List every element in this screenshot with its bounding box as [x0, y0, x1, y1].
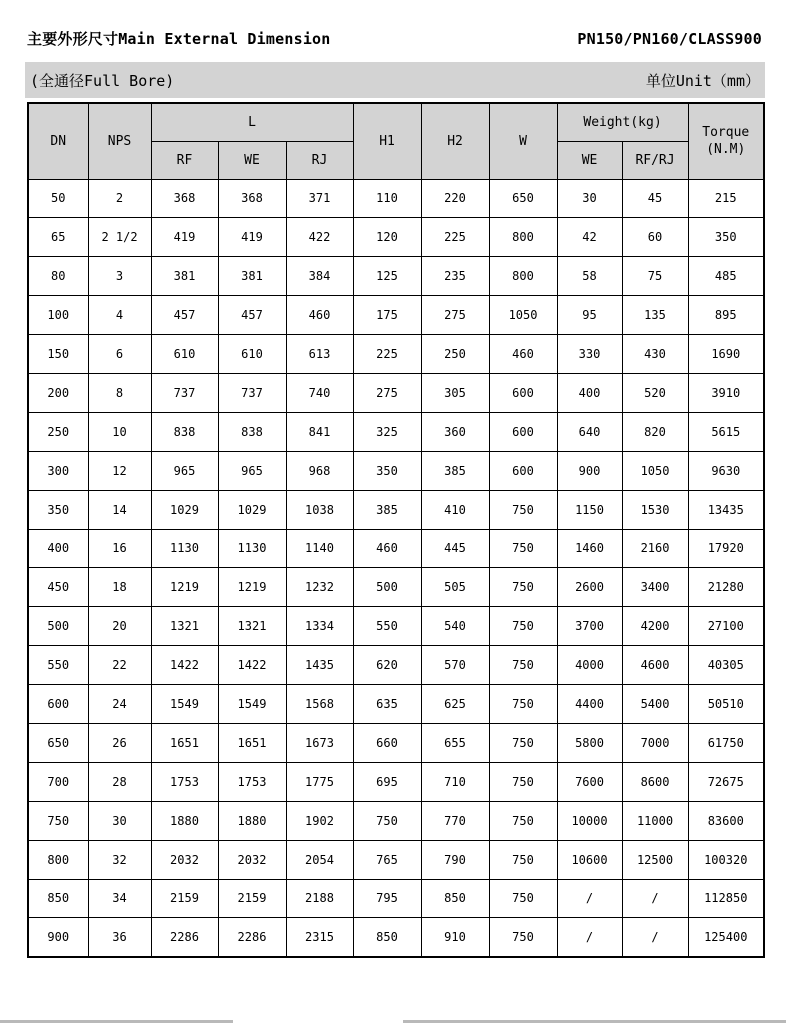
table-row [28, 179, 764, 218]
cell: 30 [557, 179, 622, 218]
cell: 1321 [151, 607, 218, 646]
cell: 350 [688, 218, 764, 257]
table-row [28, 529, 764, 568]
cell: 2160 [622, 529, 688, 568]
cell: 60 [622, 218, 688, 257]
cell: 2159 [151, 879, 218, 918]
cell: 800 [28, 840, 88, 879]
cell: 790 [421, 840, 489, 879]
cell: 750 [489, 762, 557, 801]
cell: 32 [88, 840, 151, 879]
col-header-weight-rfrj: RF/RJ [622, 141, 688, 179]
cell: 7000 [622, 723, 688, 762]
cell: 20 [88, 607, 151, 646]
cell: 613 [286, 335, 353, 374]
cell: 80 [28, 257, 88, 296]
cell: 100 [28, 296, 88, 335]
cell: 5400 [622, 685, 688, 724]
cell: 325 [353, 412, 421, 451]
cell: 600 [489, 412, 557, 451]
table-row [28, 646, 764, 685]
cell: / [557, 879, 622, 918]
cell: 635 [353, 685, 421, 724]
cell: 2286 [218, 918, 286, 957]
cell: 10600 [557, 840, 622, 879]
cell: 1140 [286, 529, 353, 568]
table-row [28, 918, 764, 957]
cell: 895 [688, 296, 764, 335]
cell: 34 [88, 879, 151, 918]
cell: 800 [489, 218, 557, 257]
cell: 1568 [286, 685, 353, 724]
cell: / [622, 918, 688, 957]
cell: 750 [489, 568, 557, 607]
cell: 381 [151, 257, 218, 296]
cell: 385 [421, 451, 489, 490]
dimension-table [27, 102, 765, 958]
col-header-weight-we: WE [557, 141, 622, 179]
cell: 384 [286, 257, 353, 296]
cell: 1753 [151, 762, 218, 801]
cell: 40305 [688, 646, 764, 685]
cell: 3910 [688, 373, 764, 412]
cell: 1029 [151, 490, 218, 529]
cell: 500 [28, 607, 88, 646]
cell: 1334 [286, 607, 353, 646]
cell: / [557, 918, 622, 957]
cell: 27100 [688, 607, 764, 646]
cell: 1219 [151, 568, 218, 607]
cell: 737 [218, 373, 286, 412]
col-header-weight-group: Weight(kg) [557, 103, 688, 141]
cell: 21280 [688, 568, 764, 607]
cell: 24 [88, 685, 151, 724]
cell: 460 [353, 529, 421, 568]
cell: 200 [28, 373, 88, 412]
cell: 2159 [218, 879, 286, 918]
cell: 910 [421, 918, 489, 957]
cell: 800 [489, 257, 557, 296]
unit-note: 单位Unit（mm） [645, 71, 760, 90]
col-header-l-rj: RJ [286, 141, 353, 179]
cell: 1050 [622, 451, 688, 490]
cell: 50 [28, 179, 88, 218]
cell: 750 [28, 801, 88, 840]
cell: 2286 [151, 918, 218, 957]
table-row [28, 490, 764, 529]
cell: 26 [88, 723, 151, 762]
cell: 6 [88, 335, 151, 374]
table-row [28, 685, 764, 724]
cell: 275 [353, 373, 421, 412]
cell: 5615 [688, 412, 764, 451]
cell: 225 [353, 335, 421, 374]
cell: 1232 [286, 568, 353, 607]
cell: 610 [151, 335, 218, 374]
cell: 330 [557, 335, 622, 374]
cell: 1038 [286, 490, 353, 529]
cell: 660 [353, 723, 421, 762]
cell: 28 [88, 762, 151, 801]
cell: 10000 [557, 801, 622, 840]
table-row [28, 412, 764, 451]
cell: 30 [88, 801, 151, 840]
cell: 740 [286, 373, 353, 412]
cell: 3400 [622, 568, 688, 607]
cell: 305 [421, 373, 489, 412]
table-row [28, 218, 764, 257]
cell: 610 [218, 335, 286, 374]
cell: 17920 [688, 529, 764, 568]
cell: 1651 [151, 723, 218, 762]
cell: 430 [622, 335, 688, 374]
cell: 550 [353, 607, 421, 646]
cell: 737 [151, 373, 218, 412]
cell: 83600 [688, 801, 764, 840]
cell: 36 [88, 918, 151, 957]
cutoff-element-top-right [403, 1020, 786, 1023]
cell: 968 [286, 451, 353, 490]
cell: 3700 [557, 607, 622, 646]
cell: 1219 [218, 568, 286, 607]
col-header-torque-line1: Torque [702, 124, 750, 140]
cell: 410 [421, 490, 489, 529]
cell: 550 [28, 646, 88, 685]
cell: 1880 [218, 801, 286, 840]
cell: 368 [218, 179, 286, 218]
cell: 1651 [218, 723, 286, 762]
cell: 2315 [286, 918, 353, 957]
col-header-nps: NPS [88, 103, 151, 179]
cell: 65 [28, 218, 88, 257]
cell: 275 [421, 296, 489, 335]
cell: 965 [218, 451, 286, 490]
cell: 4200 [622, 607, 688, 646]
cell: 1775 [286, 762, 353, 801]
cell: 4000 [557, 646, 622, 685]
page-header [27, 28, 762, 49]
cell: 371 [286, 179, 353, 218]
cell: 2054 [286, 840, 353, 879]
cell: 61750 [688, 723, 764, 762]
cell: 110 [353, 179, 421, 218]
cell: 540 [421, 607, 489, 646]
cell: 625 [421, 685, 489, 724]
cell: 850 [421, 879, 489, 918]
col-header-h2: H2 [421, 103, 489, 179]
cell: 750 [489, 685, 557, 724]
cell: 58 [557, 257, 622, 296]
cell: 841 [286, 412, 353, 451]
cell: 1902 [286, 801, 353, 840]
cell: 820 [622, 412, 688, 451]
cell: 7600 [557, 762, 622, 801]
cell: 457 [151, 296, 218, 335]
cell: 750 [489, 607, 557, 646]
cell: 1130 [218, 529, 286, 568]
cell: 8600 [622, 762, 688, 801]
cell: 235 [421, 257, 489, 296]
cell: 1422 [218, 646, 286, 685]
cell: 655 [421, 723, 489, 762]
cell: 640 [557, 412, 622, 451]
cell: 9630 [688, 451, 764, 490]
cell: 250 [421, 335, 489, 374]
table-row [28, 373, 764, 412]
cell: 2032 [151, 840, 218, 879]
cell: 485 [688, 257, 764, 296]
cell: 45 [622, 179, 688, 218]
col-header-l-rf: RF [151, 141, 218, 179]
cell: 900 [28, 918, 88, 957]
table-row [28, 723, 764, 762]
table-row [28, 335, 764, 374]
cell: 500 [353, 568, 421, 607]
cell: 750 [489, 879, 557, 918]
cell: 3 [88, 257, 151, 296]
cell: 215 [688, 179, 764, 218]
cutoff-element-top-left [0, 1020, 233, 1023]
cell: 2 [88, 179, 151, 218]
col-header-l-we: WE [218, 141, 286, 179]
cell: / [622, 879, 688, 918]
cell: 250 [28, 412, 88, 451]
cell: 1673 [286, 723, 353, 762]
cell: 1029 [218, 490, 286, 529]
page-title: 主要外形尺寸Main External Dimension [27, 30, 331, 48]
cell: 1690 [688, 335, 764, 374]
cell: 2188 [286, 879, 353, 918]
cell: 100320 [688, 840, 764, 879]
cell: 1321 [218, 607, 286, 646]
cell: 770 [421, 801, 489, 840]
cell: 112850 [688, 879, 764, 918]
cell: 385 [353, 490, 421, 529]
cell: 2600 [557, 568, 622, 607]
cell: 1549 [151, 685, 218, 724]
cell: 650 [28, 723, 88, 762]
cell: 12500 [622, 840, 688, 879]
bore-note: (全通径Full Bore) [30, 71, 175, 90]
cell: 750 [489, 918, 557, 957]
table-row [28, 879, 764, 918]
cell: 5800 [557, 723, 622, 762]
cell: 750 [489, 529, 557, 568]
col-header-torque-line2: (N.M) [706, 142, 746, 158]
cell: 1150 [557, 490, 622, 529]
table-row [28, 568, 764, 607]
table-body [28, 179, 764, 957]
table-row [28, 607, 764, 646]
cell: 400 [28, 529, 88, 568]
subtitle-bar [25, 62, 765, 98]
cell: 10 [88, 412, 151, 451]
cell: 710 [421, 762, 489, 801]
table-header [28, 103, 764, 179]
cell: 457 [218, 296, 286, 335]
cell: 419 [218, 218, 286, 257]
cell: 838 [151, 412, 218, 451]
cell: 12 [88, 451, 151, 490]
cell: 2 1/2 [88, 218, 151, 257]
cell: 14 [88, 490, 151, 529]
table-row [28, 801, 764, 840]
cell: 422 [286, 218, 353, 257]
cell: 838 [218, 412, 286, 451]
cell: 175 [353, 296, 421, 335]
table-row [28, 296, 764, 335]
cell: 125 [353, 257, 421, 296]
cell: 1530 [622, 490, 688, 529]
cell: 750 [489, 840, 557, 879]
cell: 505 [421, 568, 489, 607]
cell: 300 [28, 451, 88, 490]
cell: 520 [622, 373, 688, 412]
cell: 419 [151, 218, 218, 257]
cell: 350 [353, 451, 421, 490]
table-row [28, 257, 764, 296]
cell: 460 [489, 335, 557, 374]
col-header-w: W [489, 103, 557, 179]
cell: 72675 [688, 762, 764, 801]
cell: 445 [421, 529, 489, 568]
cell: 620 [353, 646, 421, 685]
cell: 75 [622, 257, 688, 296]
col-header-l-group: L [151, 103, 353, 141]
cell: 125400 [688, 918, 764, 957]
cell: 13435 [688, 490, 764, 529]
cell: 600 [489, 451, 557, 490]
cell: 700 [28, 762, 88, 801]
cell: 795 [353, 879, 421, 918]
table-row [28, 840, 764, 879]
table-row [28, 762, 764, 801]
cell: 650 [489, 179, 557, 218]
cell: 4600 [622, 646, 688, 685]
cell: 750 [489, 646, 557, 685]
table-row [28, 451, 764, 490]
cell: 4400 [557, 685, 622, 724]
cell: 95 [557, 296, 622, 335]
cell: 22 [88, 646, 151, 685]
cell: 750 [353, 801, 421, 840]
cell: 1130 [151, 529, 218, 568]
cell: 11000 [622, 801, 688, 840]
cell: 900 [557, 451, 622, 490]
col-header-dn: DN [28, 103, 88, 179]
cell: 8 [88, 373, 151, 412]
cell: 1422 [151, 646, 218, 685]
col-header-torque [688, 103, 764, 179]
pressure-class-label: PN150/PN160/CLASS900 [577, 30, 762, 48]
cell: 750 [489, 490, 557, 529]
cell: 400 [557, 373, 622, 412]
cell: 18 [88, 568, 151, 607]
cell: 1460 [557, 529, 622, 568]
cell: 965 [151, 451, 218, 490]
cell: 120 [353, 218, 421, 257]
cell: 350 [28, 490, 88, 529]
cell: 381 [218, 257, 286, 296]
cell: 1435 [286, 646, 353, 685]
cell: 600 [489, 373, 557, 412]
cell: 50510 [688, 685, 764, 724]
cell: 750 [489, 723, 557, 762]
cell: 1753 [218, 762, 286, 801]
cell: 450 [28, 568, 88, 607]
cell: 1549 [218, 685, 286, 724]
cell: 220 [421, 179, 489, 218]
cell: 368 [151, 179, 218, 218]
cell: 570 [421, 646, 489, 685]
cell: 765 [353, 840, 421, 879]
cell: 360 [421, 412, 489, 451]
cell: 1050 [489, 296, 557, 335]
cell: 600 [28, 685, 88, 724]
cell: 2032 [218, 840, 286, 879]
cell: 460 [286, 296, 353, 335]
cell: 1880 [151, 801, 218, 840]
cell: 16 [88, 529, 151, 568]
cell: 750 [489, 801, 557, 840]
cell: 225 [421, 218, 489, 257]
cell: 695 [353, 762, 421, 801]
cell: 42 [557, 218, 622, 257]
col-header-h1: H1 [353, 103, 421, 179]
cell: 850 [28, 879, 88, 918]
cell: 4 [88, 296, 151, 335]
cell: 850 [353, 918, 421, 957]
cell: 135 [622, 296, 688, 335]
cell: 150 [28, 335, 88, 374]
